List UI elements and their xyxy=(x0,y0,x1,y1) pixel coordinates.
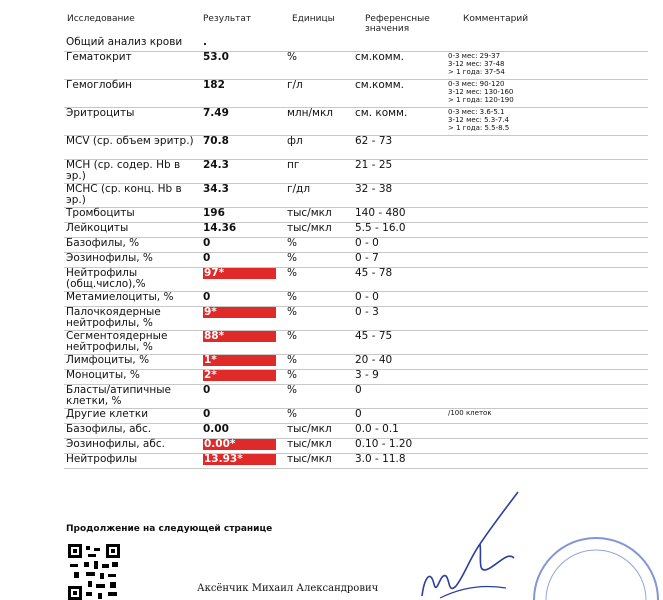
result-row xyxy=(64,385,648,409)
test-name: Лимфоциты, % xyxy=(64,355,201,370)
result-value: 14.36 xyxy=(201,223,285,238)
unit: % xyxy=(285,409,353,424)
abnormal-result: 13.93* xyxy=(203,454,276,465)
reference-range: 0.0 - 0.1 xyxy=(353,424,446,439)
test-name: Нейтрофилы (общ.число),% xyxy=(64,268,201,292)
qr-code xyxy=(68,544,120,600)
test-name: Палочкоядерные нейтрофилы, % xyxy=(64,307,201,331)
result-value: 0 xyxy=(201,238,285,253)
reference-range: см. комм. xyxy=(353,108,446,136)
abnormal-result: 97* xyxy=(203,268,276,279)
result-value: 34.3 xyxy=(201,184,285,208)
unit: тыс/мкл xyxy=(285,223,353,238)
unit: млн/мкл xyxy=(285,108,353,136)
result-cell xyxy=(201,355,285,370)
header-units: Единицы xyxy=(292,14,335,24)
comment: 0-3 мес: 3.6-5.1 3-12 мес: 5.3-7.4 > 1 года: 5.5-8.5 xyxy=(446,108,648,136)
test-name: Базофилы, % xyxy=(64,238,201,253)
result-cell xyxy=(201,331,285,355)
unit: тыс/мкл xyxy=(285,208,353,223)
result-row xyxy=(64,253,648,268)
result-row xyxy=(64,370,648,385)
result-row xyxy=(64,136,648,160)
comment xyxy=(446,37,648,52)
comment xyxy=(446,454,648,469)
result-row xyxy=(64,331,648,355)
test-name: Гематокрит xyxy=(64,52,201,80)
test-name: Тромбоциты xyxy=(64,208,201,223)
reference-range: 0 - 7 xyxy=(353,253,446,268)
test-name: Другие клетки xyxy=(64,409,201,424)
result-row xyxy=(64,160,648,184)
unit: тыс/мкл xyxy=(285,439,353,454)
reference-range: 21 - 25 xyxy=(353,160,446,184)
unit: пг xyxy=(285,160,353,184)
abnormal-result: 2* xyxy=(203,370,276,381)
comment xyxy=(446,268,648,292)
continue-note: Продолжение на следующей странице xyxy=(66,524,273,534)
comment xyxy=(446,184,648,208)
reference-range: 0 - 0 xyxy=(353,238,446,253)
test-name: Моноциты, % xyxy=(64,370,201,385)
unit: % xyxy=(285,307,353,331)
result-row xyxy=(64,409,648,424)
header-study: Исследование xyxy=(67,14,135,24)
result-value: 0 xyxy=(201,292,285,307)
result-row xyxy=(64,355,648,370)
result-row xyxy=(64,439,648,454)
comment xyxy=(446,331,648,355)
lab-stamp xyxy=(520,516,660,600)
test-name: MCHC (ср. конц. Hb в эр.) xyxy=(64,184,201,208)
unit: % xyxy=(285,385,353,409)
result-value: 7.49 xyxy=(201,108,285,136)
result-row xyxy=(64,223,648,238)
result-cell xyxy=(201,439,285,454)
comment xyxy=(446,424,648,439)
comment xyxy=(446,439,648,454)
result-cell xyxy=(201,454,285,469)
header-comment: Комментарий xyxy=(463,14,529,24)
result-value: 53.0 xyxy=(201,52,285,80)
test-name: MCH (ср. содер. Hb в эр.) xyxy=(64,160,201,184)
results-table xyxy=(64,37,648,469)
test-name: Лейкоциты xyxy=(64,223,201,238)
result-row xyxy=(64,52,648,80)
result-row xyxy=(64,80,648,108)
reference-range xyxy=(353,37,446,52)
comment xyxy=(446,370,648,385)
signer-name: Аксёнчик Михаил Александрович xyxy=(197,583,379,594)
comment xyxy=(446,238,648,253)
comment xyxy=(446,253,648,268)
abnormal-result: 0.00* xyxy=(203,439,276,450)
comment xyxy=(446,223,648,238)
result-row xyxy=(64,238,648,253)
reference-range: 45 - 75 xyxy=(353,331,446,355)
result-value: 0 xyxy=(201,385,285,409)
unit: % xyxy=(285,370,353,385)
result-value: 70.8 xyxy=(201,136,285,160)
result-row xyxy=(64,307,648,331)
result-row xyxy=(64,108,648,136)
unit: г/дл xyxy=(285,184,353,208)
reference-range: 140 - 480 xyxy=(353,208,446,223)
abnormal-result: 1* xyxy=(203,355,276,366)
comment xyxy=(446,385,648,409)
comment xyxy=(446,208,648,223)
unit: % xyxy=(285,355,353,370)
test-name: Эритроциты xyxy=(64,108,201,136)
header-reference: Референсные значения xyxy=(365,14,430,34)
unit: % xyxy=(285,253,353,268)
result-value: 0.00 xyxy=(201,424,285,439)
comment xyxy=(446,292,648,307)
reference-range: см.комм. xyxy=(353,52,446,80)
unit: фл xyxy=(285,136,353,160)
result-row xyxy=(64,454,648,469)
comment: 0-3 мес: 29-37 3-12 мес: 37-48 > 1 года: 37-54 xyxy=(446,52,648,80)
result-value: 0 xyxy=(201,409,285,424)
comment: 0-3 мес: 90-120 3-12 мес: 130-160 > 1 года: 120-190 xyxy=(446,80,648,108)
unit: % xyxy=(285,331,353,355)
unit: тыс/мкл xyxy=(285,454,353,469)
test-name: MCV (ср. объем эритр.) xyxy=(64,136,201,160)
result-cell xyxy=(201,268,285,292)
reference-range: 0 - 0 xyxy=(353,292,446,307)
comment: /100 клеток xyxy=(446,409,648,424)
result-row xyxy=(64,208,648,223)
result-cell xyxy=(201,307,285,331)
reference-range: см.комм. xyxy=(353,80,446,108)
test-name: Эозинофилы, абс. xyxy=(64,439,201,454)
result-row xyxy=(64,37,648,52)
result-row xyxy=(64,184,648,208)
reference-range: 0 - 3 xyxy=(353,307,446,331)
result-value: . xyxy=(201,37,285,52)
test-name: Общий анализ крови xyxy=(64,37,201,52)
test-name: Эозинофилы, % xyxy=(64,253,201,268)
reference-range: 5.5 - 16.0 xyxy=(353,223,446,238)
reference-range: 0 xyxy=(353,385,446,409)
comment xyxy=(446,355,648,370)
reference-range: 20 - 40 xyxy=(353,355,446,370)
result-value: 24.3 xyxy=(201,160,285,184)
test-name: Гемоглобин xyxy=(64,80,201,108)
header-result: Результат xyxy=(203,14,252,24)
reference-range: 3 - 9 xyxy=(353,370,446,385)
reference-range: 45 - 78 xyxy=(353,268,446,292)
result-row xyxy=(64,292,648,307)
reference-range: 0 xyxy=(353,409,446,424)
reference-range: 3.0 - 11.8 xyxy=(353,454,446,469)
test-name: Нейтрофилы xyxy=(64,454,201,469)
test-name: Бласты/атипичные клетки, % xyxy=(64,385,201,409)
unit xyxy=(285,37,353,52)
test-name: Метамиелоциты, % xyxy=(64,292,201,307)
result-row xyxy=(64,268,648,292)
unit: % xyxy=(285,238,353,253)
abnormal-result: 9* xyxy=(203,307,276,318)
unit: % xyxy=(285,292,353,307)
result-value: 196 xyxy=(201,208,285,223)
comment xyxy=(446,160,648,184)
test-name: Сегментоядерные нейтрофилы, % xyxy=(64,331,201,355)
comment xyxy=(446,307,648,331)
reference-range: 32 - 38 xyxy=(353,184,446,208)
reference-range: 62 - 73 xyxy=(353,136,446,160)
abnormal-result: 88* xyxy=(203,331,276,342)
result-row xyxy=(64,424,648,439)
unit: % xyxy=(285,268,353,292)
unit: г/л xyxy=(285,80,353,108)
unit: тыс/мкл xyxy=(285,424,353,439)
result-cell xyxy=(201,370,285,385)
test-name: Базофилы, абс. xyxy=(64,424,201,439)
comment xyxy=(446,136,648,160)
result-value: 0 xyxy=(201,253,285,268)
result-value: 182 xyxy=(201,80,285,108)
reference-range: 0.10 - 1.20 xyxy=(353,439,446,454)
unit: % xyxy=(285,52,353,80)
